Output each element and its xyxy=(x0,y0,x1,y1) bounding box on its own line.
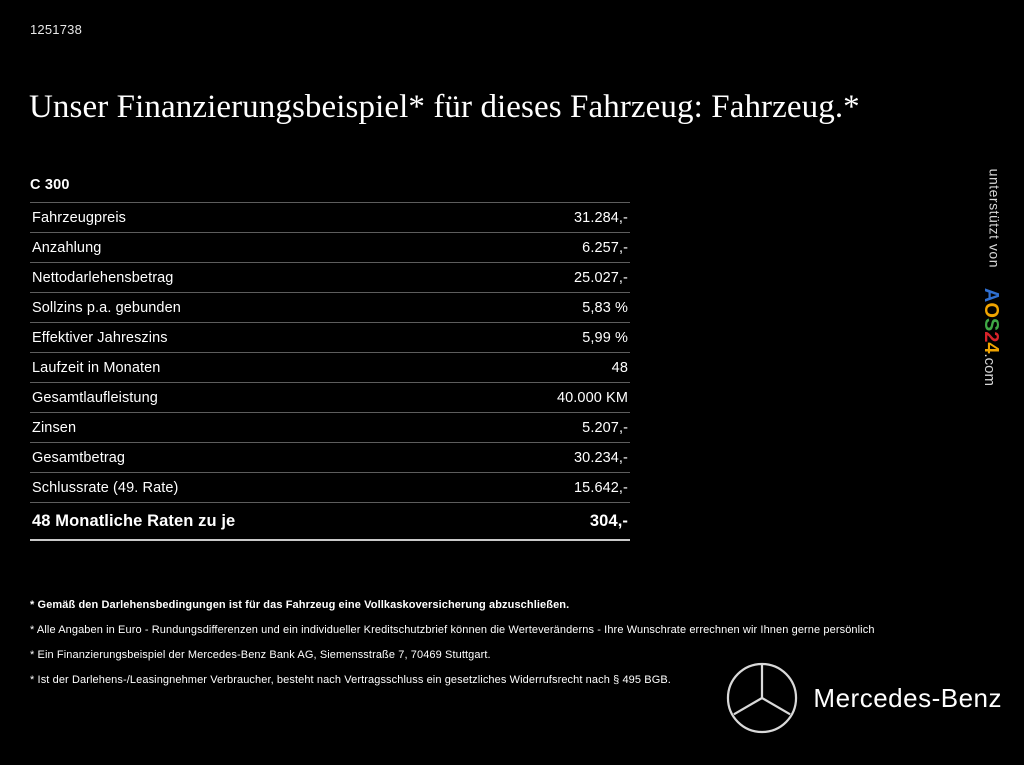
table-row xyxy=(30,263,630,293)
total-label: 48 Monatliche Raten zu je xyxy=(32,512,236,530)
row-label: Sollzins p.a. gebunden xyxy=(32,300,181,316)
aos24-domain: .com xyxy=(981,353,998,386)
reference-id: 1251738 xyxy=(30,22,83,37)
table-row xyxy=(30,443,630,473)
mercedes-benz-wordmark: Mercedes-Benz xyxy=(813,682,1002,713)
row-label: Nettodarlehensbetrag xyxy=(32,270,174,286)
aos24-letter-5: 4 xyxy=(980,342,1002,354)
row-value: 31.284,- xyxy=(573,210,628,226)
row-label: Laufzeit in Monaten xyxy=(32,360,161,376)
row-value: 48 xyxy=(611,360,628,376)
finance-table xyxy=(30,202,630,541)
row-value: 25.027,- xyxy=(573,270,628,286)
row-label: Gesamtlaufleistung xyxy=(32,390,158,406)
page-title: Unser Finanzierungsbeispiel* für dieses Fahrzeug: Fahrzeug.* xyxy=(29,89,860,126)
table-row xyxy=(30,383,630,413)
row-value: 5,83 % xyxy=(582,300,628,316)
row-label: Anzahlung xyxy=(32,240,102,256)
aos24-letter-3: S xyxy=(980,317,1002,332)
footnote-item: * Gemäß den Darlehensbedingungen ist für das Fahrzeug eine Vollkaskoversicherung abzuschließen. xyxy=(30,599,570,611)
row-value: 5.207,- xyxy=(582,420,628,436)
side-branding xyxy=(980,168,1018,568)
table-row xyxy=(30,202,630,233)
table-row xyxy=(30,323,630,353)
table-row xyxy=(30,473,630,503)
row-label: Effektiver Jahreszins xyxy=(32,330,168,346)
footnote-item: * Alle Angaben in Euro - Rundungsdifferenzen und ein individueller Kreditschutzbrief können die Werteveränderns - Ihre Wunschrate errechnen wir Ihnen gerne persönlich xyxy=(30,624,875,636)
row-label: Fahrzeugpreis xyxy=(32,210,126,226)
table-row xyxy=(30,413,630,443)
row-value: 15.642,- xyxy=(573,480,628,496)
aos24-letter-1: A xyxy=(980,287,1002,303)
table-row xyxy=(30,353,630,383)
vehicle-model-label: C 300 xyxy=(30,177,70,193)
row-value: 5,99 % xyxy=(582,330,628,346)
row-value: 6.257,- xyxy=(582,240,628,256)
table-row-total xyxy=(30,503,630,541)
aos24-logo xyxy=(979,288,1002,386)
supported-by-label: unterstützt von xyxy=(986,168,1002,268)
mercedes-benz-logo xyxy=(725,661,1002,735)
total-value: 304,- xyxy=(589,512,628,530)
aos24-letter-4: 2 xyxy=(980,331,1002,343)
row-value: 30.234,- xyxy=(573,450,628,466)
aos24-letter-2: O xyxy=(980,302,1002,318)
footnote-item: * Ist der Darlehens-/Leasingnehmer Verbraucher, besteht nach Vertragsschluss ein gesetzliches Widerrufsrecht nach § 495 BGB. xyxy=(30,674,671,686)
table-row xyxy=(30,233,630,263)
row-label: Schlussrate (49. Rate) xyxy=(32,480,179,496)
row-label: Zinsen xyxy=(32,420,77,436)
mercedes-star-icon xyxy=(725,661,799,735)
footnote-item: * Ein Finanzierungsbeispiel der Mercedes-Benz Bank AG, Siemensstraße 7, 70469 Stuttgart. xyxy=(30,649,491,661)
row-value: 40.000 KM xyxy=(556,390,628,406)
row-label: Gesamtbetrag xyxy=(32,450,126,466)
table-row xyxy=(30,293,630,323)
